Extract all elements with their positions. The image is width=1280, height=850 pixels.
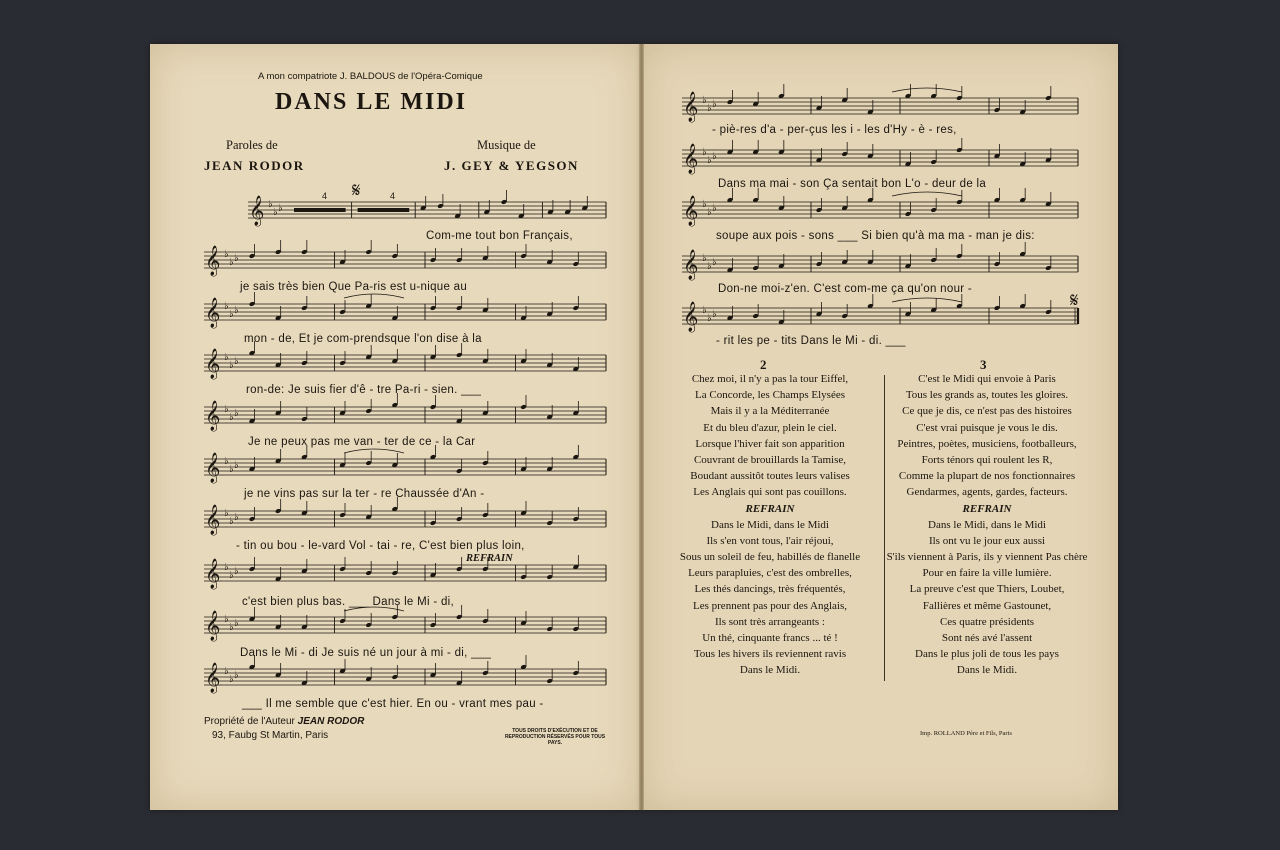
verse-line: S'ils viennent à Paris, ils y viennent Pas chère xyxy=(886,551,1088,564)
verse-line: Mais il y a la Méditerranée xyxy=(710,405,830,418)
verse-line: Gendarmes, agents, gardes, facteurs. xyxy=(906,486,1068,499)
svg-text:𝄞: 𝄞 xyxy=(683,250,699,280)
lyric-line: - rit les pe - tits Dans le Mi - di. ___ xyxy=(716,335,906,347)
verse-number-2: 2 xyxy=(760,357,767,372)
verse-line: C'est le Midi qui envoie à Paris xyxy=(918,373,1056,385)
refrain-label-music: REFRAIN xyxy=(466,553,513,564)
svg-text:♭: ♭ xyxy=(707,261,712,272)
svg-text:♭: ♭ xyxy=(712,99,717,110)
staff xyxy=(204,605,606,642)
svg-text:𝄞: 𝄞 xyxy=(205,349,221,379)
lyric-line: Dans ma mai - son Ça sentait bon L'o - deur de la xyxy=(718,178,987,190)
verse-line: Et du bleu d'azur, plein le ciel. xyxy=(703,421,837,434)
svg-text:♭: ♭ xyxy=(234,356,239,367)
verse-line: Dans le Midi. xyxy=(739,664,801,677)
staff xyxy=(204,497,606,536)
svg-text:♭: ♭ xyxy=(702,199,707,210)
verse-line: Les prennent pas pour des Anglais, xyxy=(693,599,847,612)
svg-text:♭: ♭ xyxy=(702,95,707,106)
lyric-line: Don-ne moi-z'en. C'est com-me ça qu'on nour - xyxy=(718,283,973,295)
rest-count-1: 4 xyxy=(322,191,328,201)
segno-end-icon: 𝄋 xyxy=(1070,288,1079,312)
svg-text:♭: ♭ xyxy=(278,203,283,214)
verse-line: Ils s'en vont tous, l'air réjoui, xyxy=(706,534,834,547)
lyric-line: ron-de: Je suis fier d'ê - tre Pa-ri - sien. ___ xyxy=(246,384,482,396)
svg-text:𝄞: 𝄞 xyxy=(683,196,699,226)
svg-text:𝄞: 𝄞 xyxy=(683,144,699,174)
svg-text:𝄞: 𝄞 xyxy=(205,401,221,431)
svg-text:♭: ♭ xyxy=(229,412,234,423)
staff xyxy=(204,240,606,277)
dedication: A mon compatriote J. BALDOUS de l'Opéra-Comique xyxy=(258,71,483,82)
verse-line: Ce que je dis, ce n'est pas des histoires xyxy=(902,405,1072,418)
publisher-address: 93, Faubg St Martin, Paris xyxy=(212,730,329,741)
verse-line: Tous les grands as, toutes les gloires. xyxy=(905,389,1069,402)
svg-text:♭: ♭ xyxy=(224,614,229,625)
verse-line: Chez moi, il n'y a pas la tour Eiffel, xyxy=(691,373,849,385)
svg-text:𝄞: 𝄞 xyxy=(205,505,221,535)
svg-text:𝄞: 𝄞 xyxy=(205,453,221,483)
music-staves-left xyxy=(200,180,620,720)
verse-line: Peintres, poètes, musiciens, footballeurs, xyxy=(897,437,1077,450)
verse-line: La Concorde, les Champs Elysées xyxy=(695,389,845,402)
verse-line: Sont nés avé l'assent xyxy=(941,632,1033,644)
verse-line: Fallières et même Gastounet, xyxy=(922,599,1052,612)
svg-text:♭: ♭ xyxy=(712,151,717,162)
verse-line: Lorsque l'hiver fait son apparition xyxy=(695,437,845,450)
staff xyxy=(204,655,606,694)
lyrics-label: Paroles de xyxy=(226,138,278,152)
svg-text:♭: ♭ xyxy=(712,257,717,268)
staff xyxy=(682,138,1078,175)
svg-text:♭: ♭ xyxy=(229,257,234,268)
verse-line: Boudant aussitôt toutes leurs valises xyxy=(690,470,850,483)
music-author: J. GEY & YEGSON xyxy=(444,158,579,173)
music-label: Musique de xyxy=(477,138,536,152)
verse-line: Sous un soleil de feu, habillés de flanelle xyxy=(679,551,861,564)
verse-number-3: 3 xyxy=(980,357,987,372)
svg-text:♭: ♭ xyxy=(229,360,234,371)
lyric-line: Dans le Mi - di Je suis né un jour à mi - di, ___ xyxy=(240,647,492,659)
svg-text:𝄞: 𝄞 xyxy=(683,302,699,332)
svg-text:𝄞: 𝄞 xyxy=(205,611,221,641)
svg-text:♭: ♭ xyxy=(224,456,229,467)
printer-credit: Imp. ROLLAND Père et Fils, Paris xyxy=(920,730,1012,737)
lyric-line: - piè-res d'a - per-çus les i - les d'Hy - è - res, xyxy=(712,124,957,136)
svg-text:♭: ♭ xyxy=(229,464,234,475)
property-label: Propriété de l'Auteur xyxy=(204,716,295,727)
refrain-heading: REFRAIN xyxy=(962,502,1012,515)
verse-line: Dans le Midi, dans le Midi xyxy=(928,518,1046,531)
svg-text:♭: ♭ xyxy=(229,570,234,581)
svg-text:♭: ♭ xyxy=(229,309,234,320)
verse-line: Un thé, cinquante francs ... té ! xyxy=(702,632,838,644)
svg-text:♭: ♭ xyxy=(234,618,239,629)
svg-text:♭: ♭ xyxy=(712,309,717,320)
lyric-line: soupe aux pois - sons ___ Si bien qu'à ma ma - man je dis: xyxy=(716,230,1035,242)
segno-icon: 𝄋 xyxy=(352,178,361,202)
lyric-line: je sais très bien Que Pa-ris est u-nique au xyxy=(240,281,468,293)
lyric-line: je ne vins pas sur la ter - re Chaussée d'An - xyxy=(244,488,485,500)
verse-line: Pour en faire la ville lumière. xyxy=(922,567,1052,580)
svg-text:𝄞: 𝄞 xyxy=(683,92,699,122)
lyric-line: Je ne peux pas me van - ter de ce - la Car xyxy=(248,436,476,448)
verse-line: Forts ténors qui roulent les R, xyxy=(921,453,1053,466)
staff xyxy=(682,294,1078,333)
lyric-line: mon - de, Et je com-prendsque l'on dise à la xyxy=(244,333,482,345)
verse-line: Tous les hivers ils reviennent ravis xyxy=(693,648,847,661)
svg-text:♭: ♭ xyxy=(707,155,712,166)
svg-text:♭: ♭ xyxy=(224,666,229,677)
verse-line: Les thés dancings, très fréquentés, xyxy=(694,583,846,596)
verse-line: Dans le Midi, dans le Midi xyxy=(711,518,829,531)
staff xyxy=(682,242,1078,281)
verse-line: Couvrant de brouillards la Tamise, xyxy=(693,453,847,466)
lyric-line: c'est bien plus bas. ___ Dans le Mi - di, xyxy=(242,596,455,608)
svg-text:♭: ♭ xyxy=(234,512,239,523)
lyric-line: Com-me tout bon Français, xyxy=(426,230,573,242)
svg-text:♭: ♭ xyxy=(234,305,239,316)
svg-text:♭: ♭ xyxy=(234,670,239,681)
svg-text:♭: ♭ xyxy=(707,207,712,218)
music-staves-right xyxy=(678,80,1098,350)
svg-text:♭: ♭ xyxy=(273,207,278,218)
property-line xyxy=(204,716,364,727)
staff xyxy=(204,292,606,329)
svg-text:♭: ♭ xyxy=(224,404,229,415)
song-title: DANS LE MIDI xyxy=(275,89,468,115)
svg-text:♭: ♭ xyxy=(229,516,234,527)
lyrics-author: JEAN RODOR xyxy=(204,158,305,173)
svg-text:♭: ♭ xyxy=(707,103,712,114)
staff xyxy=(248,190,606,227)
verse-3 xyxy=(872,373,1102,681)
verse-line: Ces quatre présidents xyxy=(939,615,1035,628)
staff xyxy=(204,341,606,380)
lyric-line: ___ Il me semble que c'est hier. En ou - vrant mes pau - xyxy=(242,698,544,710)
svg-text:♭: ♭ xyxy=(702,305,707,316)
staff xyxy=(682,84,1078,123)
verse-line: Leurs parapluies, c'est des ombrelles, xyxy=(688,567,852,580)
rest-count-2: 4 xyxy=(390,191,396,201)
svg-text:𝄞: 𝄞 xyxy=(205,298,221,328)
property-author: JEAN RODOR xyxy=(297,716,365,727)
staff xyxy=(204,555,606,590)
verse-line: Comme la plupart de nos fonctionnaires xyxy=(898,470,1076,483)
staff xyxy=(682,188,1078,227)
verse-2 xyxy=(655,373,885,681)
svg-text:♭: ♭ xyxy=(229,622,234,633)
svg-text:𝄞: 𝄞 xyxy=(249,196,265,226)
svg-text:♭: ♭ xyxy=(702,147,707,158)
svg-text:♭: ♭ xyxy=(224,249,229,260)
svg-text:𝄞: 𝄞 xyxy=(205,663,221,693)
svg-text:𝄞: 𝄞 xyxy=(205,246,221,276)
svg-text:♭: ♭ xyxy=(268,199,273,210)
verse-line: C'est vrai puisque je vous le dis. xyxy=(916,421,1058,434)
page-fold xyxy=(639,44,644,810)
svg-text:♭: ♭ xyxy=(224,562,229,573)
verse-line: Dans le plus joli de tous les pays xyxy=(915,648,1059,661)
svg-text:♭: ♭ xyxy=(224,508,229,519)
svg-text:♭: ♭ xyxy=(224,301,229,312)
refrain-heading: REFRAIN xyxy=(745,502,795,515)
svg-text:♭: ♭ xyxy=(234,460,239,471)
svg-text:♭: ♭ xyxy=(224,352,229,363)
verse-line: Dans le Midi. xyxy=(956,664,1018,677)
staff xyxy=(204,445,606,484)
verse-line: Ils sont très arrangeants : xyxy=(715,615,825,628)
svg-text:♭: ♭ xyxy=(702,253,707,264)
svg-text:♭: ♭ xyxy=(712,203,717,214)
verse-line: La preuve c'est que Thiers, Loubet, xyxy=(909,583,1065,596)
svg-text:𝄞: 𝄞 xyxy=(205,559,221,589)
verse-line: Ils ont vu le jour eux aussi xyxy=(928,534,1046,547)
svg-text:♭: ♭ xyxy=(707,313,712,324)
staff xyxy=(204,393,606,432)
svg-text:♭: ♭ xyxy=(234,408,239,419)
svg-text:♭: ♭ xyxy=(234,253,239,264)
svg-text:♭: ♭ xyxy=(229,674,234,685)
verse-line: Les Anglais qui sont pas couillons. xyxy=(693,486,847,499)
svg-text:♭: ♭ xyxy=(234,566,239,577)
rights-notice: TOUS DROITS D'EXÉCUTION ET DE REPRODUCTION RÉSERVÉS POUR TOUS PAYS. xyxy=(504,728,606,746)
lyric-line: - tin ou bou - le-vard Vol - tai - re, C'est bien plus loin, xyxy=(236,540,525,552)
